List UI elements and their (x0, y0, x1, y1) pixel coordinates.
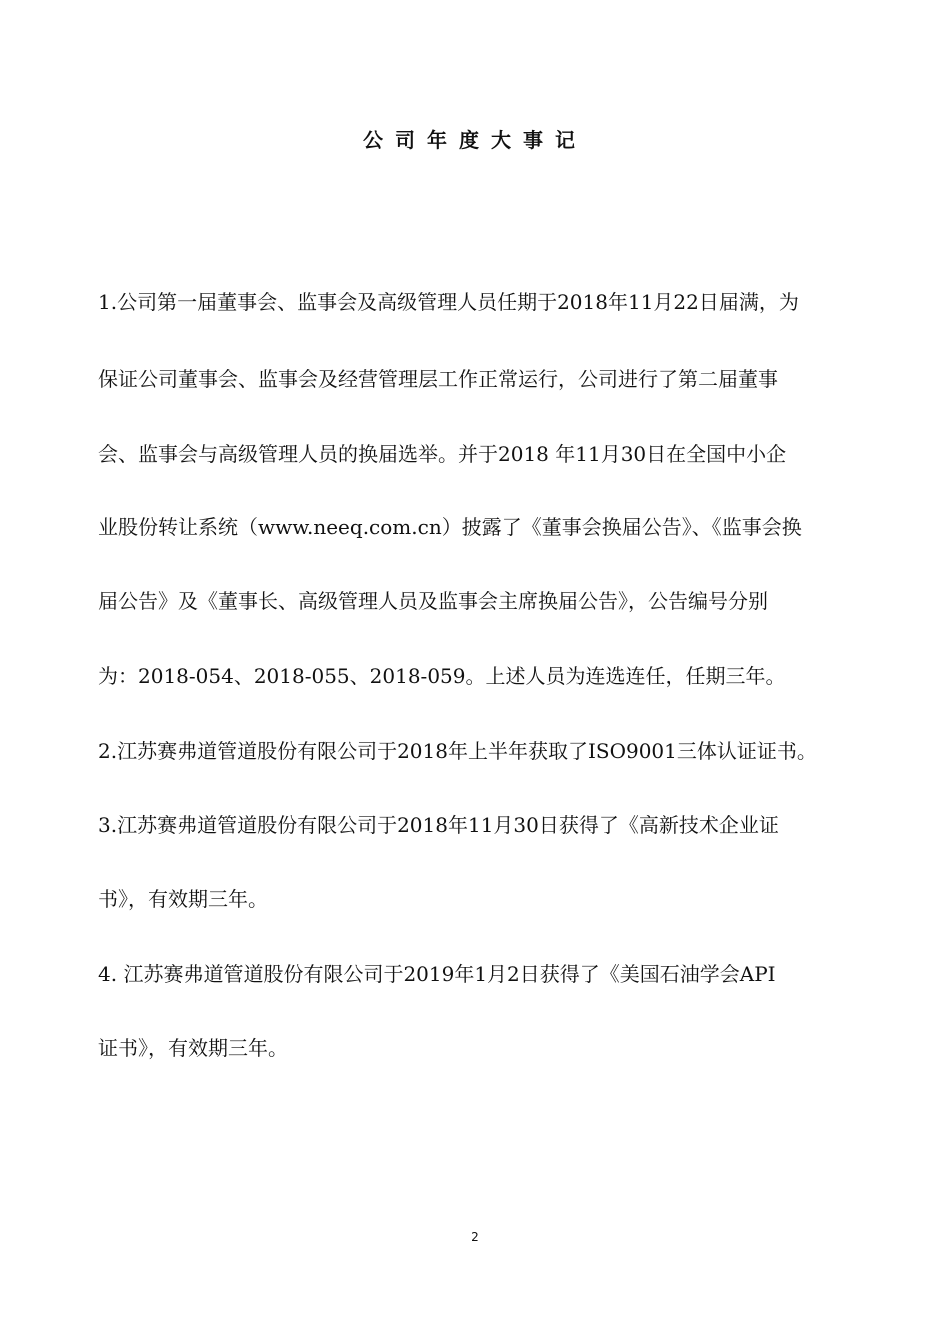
paragraph-line: 届公告》及《董事长、高级管理人员及监事会主席换届公告》，公告编号分别 (98, 589, 768, 613)
paragraph-line: 1.公司第一届董事会、监事会及高级管理人员任期于2018年11月22日届满，为 (98, 290, 799, 314)
paragraph-line: 2.江苏赛弗道管道股份有限公司于2018年上半年获取了ISO9001三体认证证书。 (98, 739, 817, 763)
paragraph-line: 保证公司董事会、监事会及经营管理层工作正常运行，公司进行了第二届董事 (98, 367, 778, 391)
page-number: 2 (471, 1230, 479, 1244)
paragraph-line: 会、监事会与高级管理人员的换届选举。并于2018 年11月30日在全国中小企 (98, 442, 787, 466)
paragraph-line: 4. 江苏赛弗道管道股份有限公司于2019年1月2日获得了《美国石油学会API (98, 962, 776, 986)
page-title: 公司年度大事记 (363, 128, 587, 152)
paragraph-line: 证书》，有效期三年。 (98, 1036, 288, 1060)
paragraph-line: 3.江苏赛弗道管道股份有限公司于2018年11月30日获得了《高新技术企业证 (98, 813, 779, 837)
paragraph-line: 书》，有效期三年。 (98, 887, 268, 911)
paragraph-line: 为：2018-054、2018-055、2018-059。上述人员为连选连任，任期三年。 (98, 664, 786, 688)
paragraph-line: 业股份转让系统（www.neeq.com.cn）披露了《董事会换届公告》、《监事会换 (98, 515, 802, 539)
